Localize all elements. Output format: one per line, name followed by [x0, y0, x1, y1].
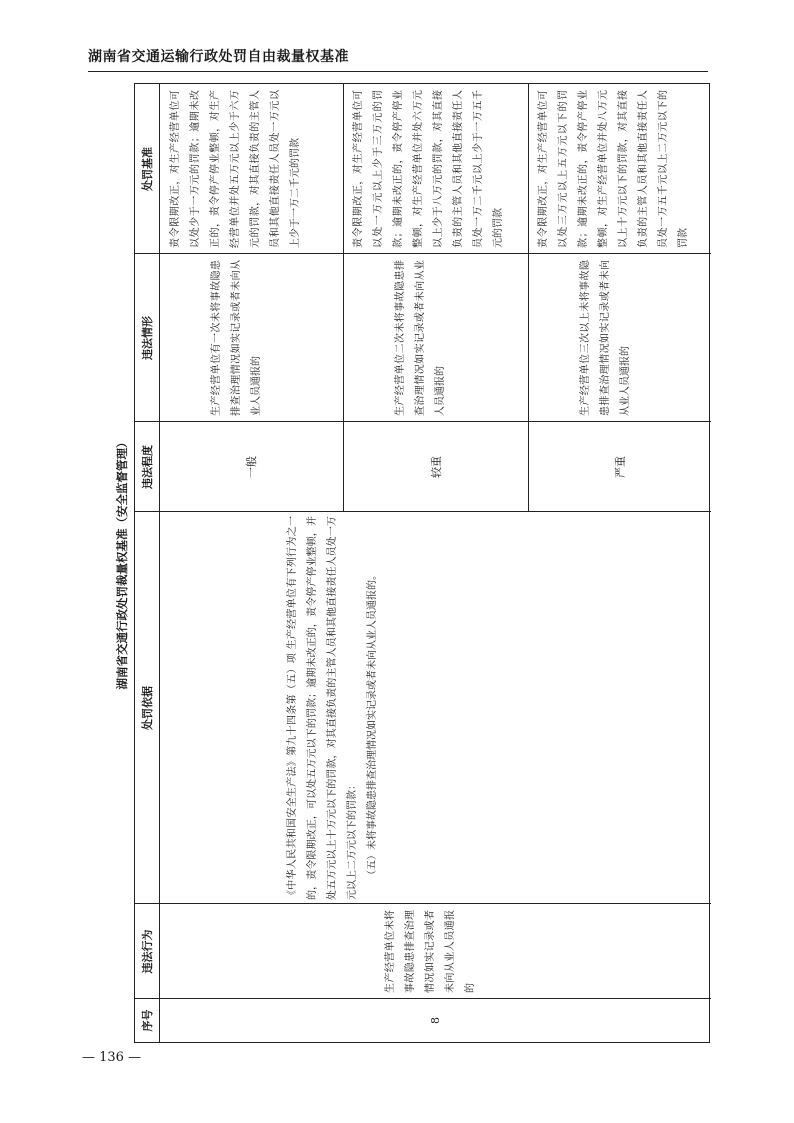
header-degree: 违法程度 — [141, 445, 154, 489]
page-number: — 136 — — [82, 1050, 142, 1065]
circumstance-level-3 — [528, 254, 711, 422]
circumstance-text: 生产经营单位二次未将事故隐患排查治理情况如实记录或者未向从业人员通报的 — [395, 260, 446, 416]
circumstance-level-1 — [159, 254, 343, 422]
header-behavior: 违法行为 — [141, 929, 154, 974]
header-standard: 处罚基准 — [141, 147, 154, 191]
basis-paragraph: 《中华人民共和国安全生产法》第九十四条第（五）项 生产经营单位有下列行为之一的，责令限期改正，可以处五万元以下的罚款；逾期未改正的，责令停产停业整顿，并处五万元以上十万元以下的罚款，对其直接负责的主管人员和其他直接责任人员处一万元以上二万元以下的罚款： — [287, 516, 358, 900]
table-title: 湖南省交通行政处罚裁量权基准（安全监督管理） — [115, 436, 129, 690]
circumstance-level-2 — [343, 254, 528, 422]
standard-text: 责令限期改正，对生产经营单位可以处少于一万元的罚款；逾期未改正的，责令停产停业整顿，对生产经营单位并处五万元以上少于六万元的罚款，对其直接负责的主管人员和其他直接责任人员处一万元以上少于一万二千元的罚款 — [170, 90, 301, 248]
degree-level-1: 一般 — [245, 456, 258, 478]
rotated-table-page — [112, 83, 710, 1043]
standard-level-2 — [343, 84, 528, 254]
row-behavior — [159, 904, 711, 999]
degree-level-2: 较重 — [429, 456, 443, 478]
running-header: 湖南省交通运输行政处罚自由裁量权基准 — [88, 49, 349, 65]
circumstance-text: 生产经营单位有一次未将事故隐患排查治理情况如实记录或者未向从业人员通报的 — [211, 260, 262, 416]
header-seq: 序号 — [141, 1009, 154, 1032]
header-basis: 处罚依据 — [141, 686, 154, 730]
degree-level-3: 严重 — [613, 456, 627, 478]
standard-text: 责令限期改正，对生产经营单位可以处一万元以上少于三万元的罚款；逾期未改正的，责令停产停业整顿，对生产经营单位并处六万元以上少于八万元的罚款，对其直接负责的主管人员和其他直接责任人员处一万二千元以上少于一万五千元的罚款 — [353, 90, 504, 248]
penalty-table — [134, 83, 710, 1043]
standard-level-1 — [159, 84, 343, 254]
header-rule — [88, 71, 708, 72]
header-circumstance: 违法情形 — [141, 316, 154, 360]
row-seq: 8 — [428, 1017, 442, 1024]
standard-level-3 — [528, 84, 711, 254]
row-basis — [159, 512, 711, 904]
behavior-text: 生产经营单位未将事故隐患排查治理情况如实记录或者未向从业人员通报的 — [385, 910, 476, 993]
circumstance-text: 生产经营单位三次以上未将事故隐患排查治理情况如实记录或者未向从业人员通报的 — [580, 260, 631, 416]
standard-text: 责令限期改正，对生产经营单位可以处三万元以上五万元以下的罚款；逾期未改正的，责令停产停业整顿，对生产经营单位并处八万元以上十万元以下的罚款，对其直接负责的主管人员和其他直接责任人员处一万五千元以上二万元以下的罚款 — [538, 90, 689, 248]
basis-paragraph: （五）未将事故隐患排查治理情况如实记录或者未向从业人员通报的。 — [367, 570, 378, 880]
